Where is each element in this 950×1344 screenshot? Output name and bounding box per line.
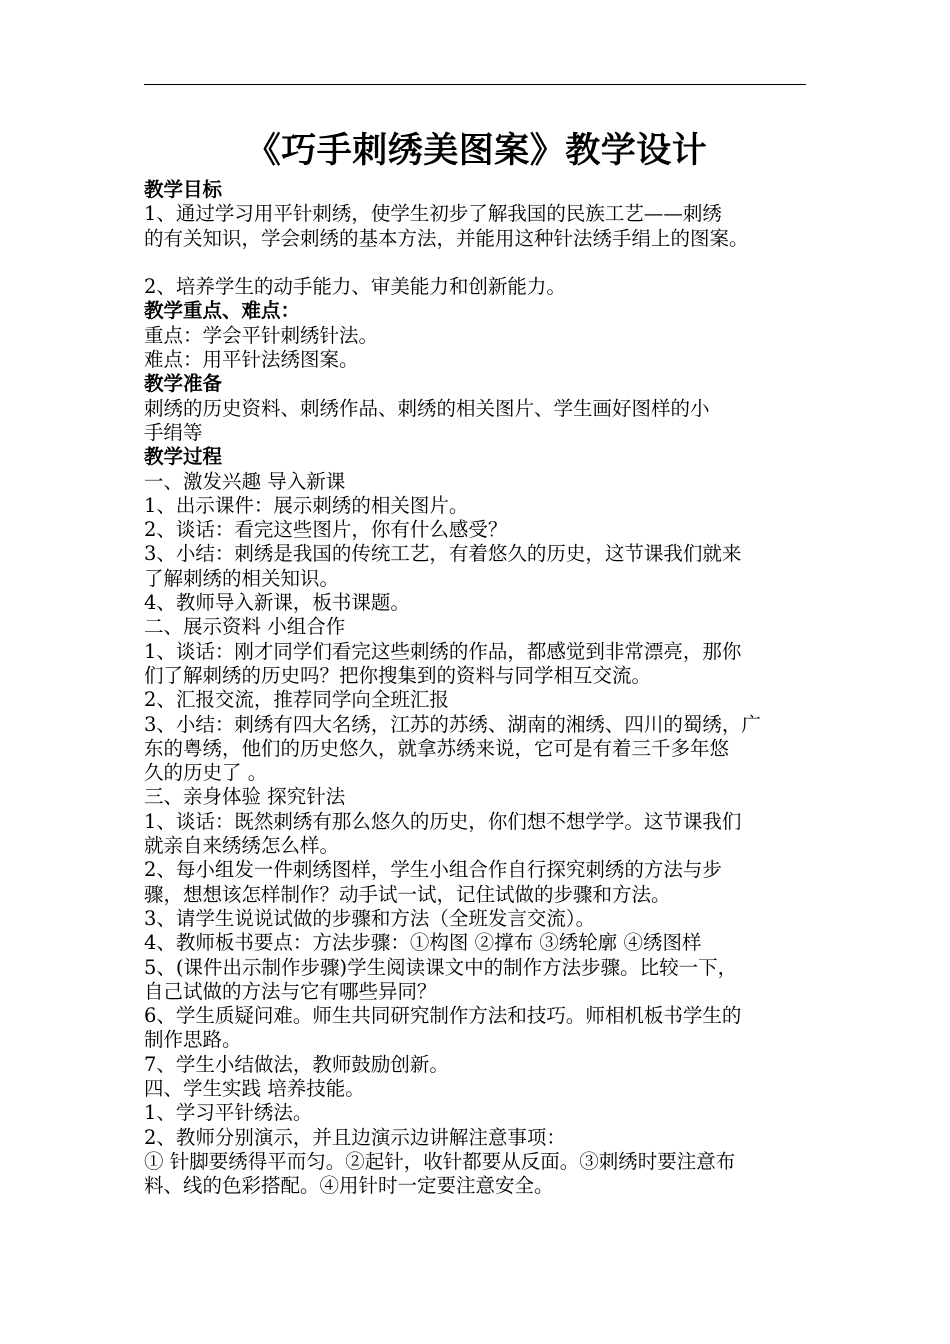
document-page (144, 128, 809, 1198)
body-line: 3、请学生说说试做的步骤和方法（全班发言交流）。 (144, 906, 596, 930)
body-line: 久的历史了 。 (144, 761, 268, 785)
body-line: 4、教师导入新课，板书课题。 (144, 591, 410, 615)
body-line: 1、学习平针绣法。 (144, 1101, 313, 1125)
body-line: 重点：学会平针刺绣针法。 (144, 323, 379, 347)
body-line: 1、通过学习用平针刺绣，使学生初步了解我国的民族工艺——刺绣 (144, 202, 722, 226)
body-line: 自己试做的方法与它有哪些异同？ (144, 979, 437, 1003)
body-line: 2、汇报交流，推荐同学向全班汇报 (144, 688, 449, 712)
body-line: 2、谈话：看完这些图片，你有什么感受？ (144, 518, 508, 542)
body-line: 5、(课件出示制作步骤)学生阅读课文中的制作方法步骤。比较一下， (144, 955, 738, 979)
body-line: 二、展示资料 小组合作 (144, 615, 346, 639)
body-line: 2、教师分别演示，并且边演示边讲解注意事项： (144, 1125, 566, 1149)
body-line: 3、小结：刺绣有四大名绣，江苏的苏绣、湖南的湘绣、四川的蜀绣，广 (144, 712, 761, 736)
body-line: 一、激发兴趣 导入新课 (144, 469, 346, 493)
body-line: 们了解刺绣的历史吗？把你搜集到的资料与同学相互交流。 (144, 663, 652, 687)
body-line: 1、谈话：刚才同学们看完这些刺绣的作品，都感觉到非常漂亮，那你 (144, 639, 742, 663)
section-heading: 教学过程 (144, 445, 223, 469)
body-line: 的有关知识，学会刺绣的基本方法，并能用这种针法绣手绢上的图案。 (144, 226, 749, 250)
body-line: 骤，想想该怎样制作？动手试一试，记住试做的步骤和方法。 (144, 882, 671, 906)
blank-line (144, 251, 809, 275)
body-line: 四、学生实践 培养技能。 (144, 1076, 365, 1100)
header-rule (144, 84, 806, 85)
section-heading: 教学重点、难点： (144, 299, 301, 323)
body-line: 料、线的色彩搭配。④用针时一定要注意安全。 (144, 1174, 554, 1198)
body-line: 制作思路。 (144, 1028, 242, 1052)
body-line: 3、小结：刺绣是我国的传统工艺，有着悠久的历史，这节课我们就来 (144, 542, 742, 566)
body-line: 难点：用平针法绣图案。 (144, 348, 359, 372)
document-body (144, 178, 809, 1198)
body-line: 三、亲身体验 探究针法 (144, 785, 346, 809)
document-title: 《巧手刺绣美图案》教学设计 (245, 130, 708, 171)
body-line: 1、谈话：既然刺绣有那么悠久的历史，你们想不想学学。这节课我们 (144, 809, 742, 833)
body-line: 2、培养学生的动手能力、审美能力和创新能力。 (144, 275, 566, 299)
body-line: 就亲自来绣绣怎么样。 (144, 834, 340, 858)
body-line: 手绢等 (144, 420, 203, 444)
body-line: 6、学生质疑问难。师生共同研究制作方法和技巧。师相机板书学生的 (144, 1004, 742, 1028)
section-heading: 教学准备 (144, 372, 223, 396)
body-line: 刺绣的历史资料、刺绣作品、刺绣的相关图片、学生画好图样的小 (144, 396, 710, 420)
body-line: ① 针脚要绣得平而匀。②起针，收针都要从反面。③刺绣时要注意布 (144, 1149, 736, 1173)
body-line: 1、出示课件：展示刺绣的相关图片。 (144, 493, 469, 517)
body-line: 7、学生小结做法，教师鼓励创新。 (144, 1052, 449, 1076)
body-line: 了解刺绣的相关知识。 (144, 566, 340, 590)
body-line: 东的粤绣，他们的历史悠久，就拿苏绣来说，它可是有着三千多年悠 (144, 736, 730, 760)
section-heading: 教学目标 (144, 178, 223, 201)
body-line: 4、教师板书要点：方法步骤：①构图 ②撑布 ③绣轮廓 ④绣图样 (144, 931, 702, 955)
body-line: 2、每小组发一件刺绣图样，学生小组合作自行探究刺绣的方法与步 (144, 858, 722, 882)
